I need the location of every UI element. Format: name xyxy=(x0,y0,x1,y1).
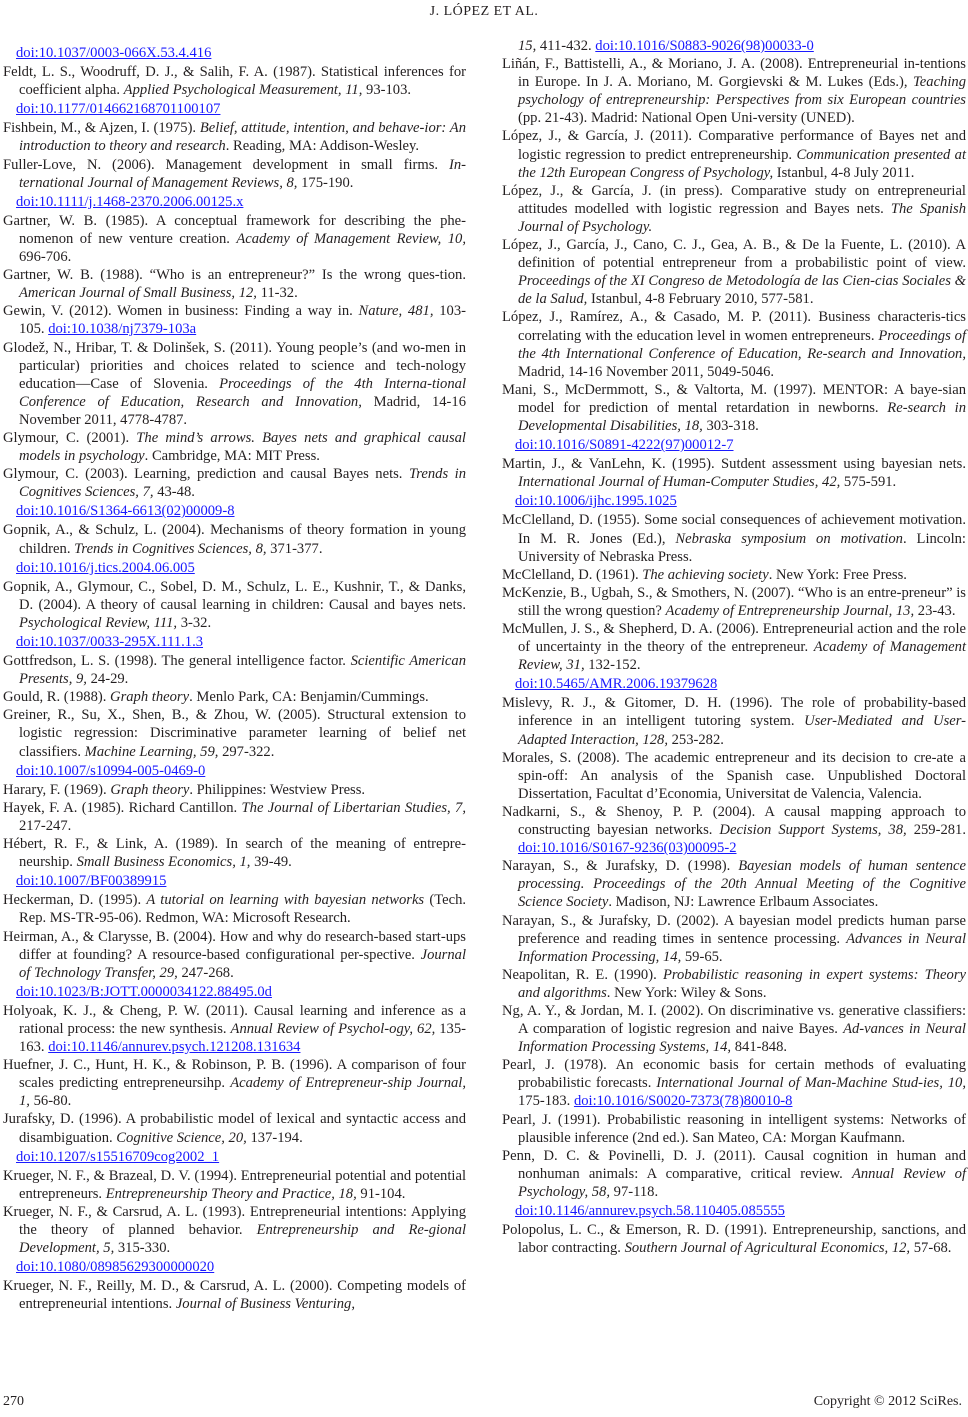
doi-link[interactable]: doi:10.1016/S0020-7373(78)80010-8 xyxy=(573,1093,793,1110)
reference-pages: 297-322. xyxy=(218,743,275,760)
reference-source: 15, xyxy=(518,38,537,54)
reference-entry xyxy=(3,1167,466,1203)
reference-source: Academy of Entrepreneurship Journal, 13, xyxy=(665,602,915,619)
reference-entry xyxy=(502,37,966,55)
reference-pages: 97-118. xyxy=(610,1183,659,1200)
reference-source: International Journal of Human-Computer Studies, 42, xyxy=(518,474,841,491)
doi-link[interactable]: doi:10.1177/014662168701100107 xyxy=(16,101,221,118)
reference-pages: (Tech. Rep. MS-TR-95-06). Redmon, WA: Microsoft Research. xyxy=(19,892,467,927)
reference-pages: 411-432. xyxy=(536,38,596,54)
reference-pages: 39-49. xyxy=(250,854,292,871)
reference-pages: (pp. 21-43). Madrid: National Open Uni-versity (UNED). xyxy=(518,110,855,127)
reference-text: Gartner, W. B. (1988). “Who is an entrepreneur?” Is the wrong ques-tion. xyxy=(3,267,466,284)
reference-source: Communication presented at the 12th European Congress of Psychology, xyxy=(518,146,966,181)
reference-source: Academy of Management Review, 10, xyxy=(236,230,466,247)
reference-text: Hébert, R. F., & Link, A. (1989). In search of the meaning of entrepre-neurship. xyxy=(3,836,466,871)
reference-text: Morales, S. (2008). The academic entrepreneur and its decision to cre-ate a spin-off: An analysis of the Spanish case. Unpublished Doctoral Dissertation, Facultat d’Economia, Universitat de Valencia, Valencia. xyxy=(502,749,966,802)
doi-link[interactable]: doi:10.1038/nj7379-103a xyxy=(48,321,197,338)
reference-pages: 247-268. xyxy=(177,964,234,981)
reference-source: A tutorial on learning with bayesian networks xyxy=(146,892,425,909)
reference-entry xyxy=(502,455,966,491)
reference-entry xyxy=(502,749,966,803)
reference-source: Graph theory xyxy=(110,781,190,798)
reference-source: The mind’s arrows. Bayes nets and graphical causal models in psychology xyxy=(19,429,466,465)
reference-pages: 3-32. xyxy=(177,614,212,631)
reference-pages: . Philippines: Westview Press. xyxy=(189,781,366,798)
doi-link[interactable]: doi:10.1023/B:JOTT.0000034122.88495.0d xyxy=(16,983,272,1000)
reference-text: Nadkarni, S., & Shenoy, P. P. (2004). A causal mapping approach to constructing bayesian networks. xyxy=(502,803,966,839)
reference-text: Feldt, L. S., Woodruff, D. J., & Salih, F. A. (1987). Statistical inferences for coefficient alpha. xyxy=(3,64,466,99)
reference-source: The Spanish Journal of Psychology. xyxy=(518,200,966,235)
reference-entry xyxy=(502,381,966,435)
reference-entry xyxy=(3,1056,466,1110)
doi-link[interactable]: doi:10.1016/S1364-6613(02)00009-8 xyxy=(16,503,235,520)
reference-pages: 93-103. xyxy=(362,82,412,99)
reference-source: Nature, 481, xyxy=(358,303,434,320)
reference-text: Heckerman, D. (1995). xyxy=(3,892,147,909)
reference-pages: 135-163. xyxy=(19,1020,466,1056)
reference-text: Gewin, V. (2012). Women in business: Finding a way in. xyxy=(3,303,359,320)
reference-text: McClelland, D. (1955). Some social consequences of achievement motivation. In M. R. Jones (Ed.), xyxy=(502,512,966,547)
reference-source: Proceedings of the 4th Interna-tional Conference of Education, Research and Innovation, xyxy=(19,375,466,410)
reference-entry xyxy=(3,706,466,760)
doi-link[interactable]: doi:10.1146/annurev.psych.121208.131634 xyxy=(48,1039,301,1056)
reference-pages: 841-848. xyxy=(731,1039,788,1056)
reference-entry xyxy=(502,584,966,620)
reference-text: Pearl, J. (1991). Probabilistic reasoning in intelligent systems: Networks of plausible inference (2nd ed.). San Mateo, CA: Morgan Kaufmann. xyxy=(502,1111,966,1146)
reference-text: Huefner, J. C., Hunt, H. K., & Robinson, P. B. (1996). A comparison of four scales predicting entrepreneursihp. xyxy=(3,1057,466,1092)
reference-text: Hayek, F. A. (1985). Richard Cantillon. xyxy=(3,799,242,816)
reference-source: Applied Psychological Measurement, 11, xyxy=(123,82,363,99)
reference-text: Pearl, J. (1978). An economic basis for certain methods of evaluating probabilistic forecasts. xyxy=(502,1057,966,1092)
reference-source: Annual Review of Psychol-ogy, 62, xyxy=(230,1020,436,1037)
reference-source: International Journal of Man-Machine Stud-ies, 10, xyxy=(656,1075,966,1092)
reference-pages: 175-183. xyxy=(518,1093,574,1110)
reference-pages: Madrid, 14-16 November 2011, 4778-4787. xyxy=(19,393,466,428)
running-header: J. LÓPEZ ET AL. xyxy=(429,4,539,19)
reference-source: Entrepreneurship and Re-gional Development, 5, xyxy=(19,1222,466,1257)
reference-pages: 217-247. xyxy=(19,817,72,834)
reference-text: López, J., & García, J. (2011). Comparative performance of Bayes net and logistic regression to predict entrepreneurship. xyxy=(502,128,966,163)
reference-pages: 103-105. xyxy=(19,303,466,338)
reference-text: McKenzie, B., Ugbah, S., & Smothers, N. (2007). “Who is an entre-preneur” is still the wrong question? xyxy=(502,584,966,619)
reference-entry xyxy=(502,236,966,308)
reference-pages: . New York: Wiley & Sons. xyxy=(606,984,767,1001)
reference-entry xyxy=(3,63,466,99)
reference-entry xyxy=(3,688,466,706)
reference-entry xyxy=(3,1277,466,1313)
reference-source: Re-search in Developmental Disabilities, 18, xyxy=(518,399,966,434)
reference-source: Bayesian models of human sentence processing. Proceedings of the 20th Annual Meeting of the Cognitive Science Society xyxy=(518,858,967,911)
reference-entry xyxy=(502,511,966,565)
reference-pages: 11-32. xyxy=(256,285,298,302)
reference-pages: 132-152. xyxy=(584,657,641,674)
reference-source: Journal of Business Venturing, xyxy=(175,1296,355,1313)
reference-pages: . Lincoln: University of Nebraska Press. xyxy=(518,530,966,565)
reference-source: Journal of Technology Transfer, 29, xyxy=(19,946,466,981)
reference-pages: 59-65. xyxy=(681,948,723,965)
reference-entry xyxy=(3,1203,466,1257)
reference-pages: 56-80. xyxy=(29,1093,72,1110)
reference-entry xyxy=(3,835,466,871)
reference-entry xyxy=(502,803,966,857)
copyright-notice: Copyright © 2012 SciRes. xyxy=(813,1394,962,1409)
reference-entry xyxy=(502,55,966,127)
reference-text: Harary, F. (1969). xyxy=(3,781,111,798)
reference-source: In-ternational Journal of Management Reviews, 8, xyxy=(19,156,466,191)
reference-entry xyxy=(502,127,966,181)
reference-text: McClelland, D. (1961). xyxy=(502,566,643,583)
reference-entry xyxy=(502,912,966,966)
doi-link[interactable]: doi:10.1006/ijhc.1995.1025 xyxy=(515,493,677,510)
reference-source: Scientific American Presents, 9, xyxy=(19,653,466,688)
reference-text: Glodež, N., Hribar, T. & Dolinšek, S. (2011). Young people’s (and wo-men in particular) priorities and choices related to science and tech-nology education—Case of Slovenia. xyxy=(3,339,466,392)
doi-link[interactable]: doi:10.1207/s15516709cog2002_1 xyxy=(16,1148,220,1165)
doi-link[interactable]: doi:10.1007/BF00389915 xyxy=(16,873,167,890)
reference-source: American Journal of Small Business, 12, xyxy=(19,285,257,302)
reference-source: Trends in Cognitives Sciences, 8, xyxy=(74,540,267,557)
reference-entry xyxy=(3,652,466,688)
reference-entry xyxy=(502,1056,966,1110)
reference-pages: 43-48. xyxy=(153,484,195,501)
reference-text: Jurafsky, D. (1996). A probabilistic model of lexical and syntactic access and disambiguation. xyxy=(3,1111,466,1146)
reference-entry xyxy=(3,119,466,155)
reference-text: Glymour, C. (2001). xyxy=(3,429,137,446)
doi-link[interactable]: doi:10.1037/0003-066X.53.4.416 xyxy=(16,45,212,61)
reference-text: Martin, J., & VanLehn, K. (1995). Sutdent assessment using bayesian nets. xyxy=(502,456,966,473)
reference-text: Narayan, S., & Jurafsky, D. (2002). A bayesian model predicts human parse preference and reading times in sentence processing. xyxy=(502,912,966,947)
doi-link[interactable]: doi:10.1016/j.tics.2004.06.005 xyxy=(16,559,195,576)
reference-pages: 303-318. xyxy=(702,417,759,434)
reference-entry xyxy=(502,966,966,1002)
reference-entry xyxy=(3,465,466,501)
reference-pages: 696-706. xyxy=(19,249,72,266)
doi-link[interactable]: doi:10.5465/AMR.2006.19379628 xyxy=(515,676,718,693)
reference-text: Gopnik, A., Glymour, C., Sobel, D. M., Schulz, L. E., Kushnir, T., & Danks, D. (2004). A theory of causal learning in children: Causal and bayes nets. xyxy=(3,578,466,613)
doi-link[interactable]: doi:10.1016/S0167-9236(03)00095-2 xyxy=(518,840,737,857)
reference-source: Graph theory xyxy=(110,689,190,706)
reference-entry xyxy=(3,799,466,835)
reference-text: López, J., & García, J. (in press). Comparative study on entrepreneurial attitudes modelled with logistic regression and Bayes nets. xyxy=(502,182,966,217)
reference-source: Annual Review of Psychology, 58, xyxy=(518,1165,966,1200)
reference-text: Liñán, F., Battistelli, A., & Moriano, J. A. (2008). Entrepreneurial in-tentions in Europe. In J. A. Moriano, M. Gorgievski & M. Lukes (Eds.), xyxy=(502,56,966,91)
reference-text: López, J., Ramírez, A., & Casado, M. P. (2011). Business characteris-tics correlating with the education level in women entrepreneurs. xyxy=(502,309,966,344)
references-left-column xyxy=(3,43,466,1313)
reference-pages: . Madison, NJ: Lawrence Erlbaum Associates. xyxy=(608,894,879,911)
reference-text: Mani, S., McDermmott, S., & Valtorta, M. (1997). MENTOR: A baye-sian model for prediction of mental retardation in newborns. xyxy=(502,381,966,416)
reference-pages: 137-194. xyxy=(246,1129,303,1146)
reference-source: Academy of Management Review, 31, xyxy=(518,639,966,674)
reference-source: Small Business Economics, 1, xyxy=(76,854,251,871)
doi-link[interactable]: doi:10.1146/annurev.psych.58.110405.085555 xyxy=(515,1203,785,1219)
reference-source: Machine Learning, 59, xyxy=(84,743,219,760)
reference-source: Academy of Entrepreneur-ship Journal, 1, xyxy=(19,1075,466,1110)
reference-source: Nebraska symposium on motivation xyxy=(675,530,903,547)
reference-entry xyxy=(502,1002,966,1056)
reference-pages: 315-330. xyxy=(114,1240,171,1257)
reference-text: Narayan, S., & Jurafsky, D. (1998). xyxy=(502,858,739,875)
reference-text: Gould, R. (1988). xyxy=(3,689,111,706)
reference-entry xyxy=(502,566,966,584)
reference-pages: 575-591. xyxy=(840,474,897,491)
reference-text: Heirman, A., & Clarysse, B. (2004). How and why do research-based start-ups differ at founding? A resource-based configurational per-spective. xyxy=(3,928,466,963)
reference-entry xyxy=(502,182,966,236)
reference-entry xyxy=(502,1221,966,1257)
reference-pages: 57-68. xyxy=(910,1240,952,1257)
doi-link[interactable]: doi:10.1111/j.1468-2370.2006.00125.x xyxy=(16,193,244,210)
reference-entry xyxy=(3,1110,466,1146)
reference-pages: . Cambridge, MA: MIT Press. xyxy=(144,448,320,465)
reference-entry xyxy=(3,891,466,927)
reference-entry xyxy=(502,857,966,911)
reference-source: Proceedings of the 4th International Conference of Education, Re-search and Innovation, xyxy=(518,327,966,362)
reference-entry xyxy=(3,781,466,799)
reference-entry xyxy=(3,212,466,266)
reference-pages: 175-190. xyxy=(297,174,354,191)
reference-pages: 23-43. xyxy=(914,602,956,619)
reference-source: Probabilistic reasoning in expert systems: Theory and algorithms xyxy=(518,966,966,1001)
reference-source: Psychological Review, 111, xyxy=(19,614,178,631)
reference-entry xyxy=(502,694,966,748)
reference-source: Ad-vances in Neural Information Processing Systems, 14, xyxy=(518,1021,966,1056)
reference-pages: 253-282. xyxy=(667,731,724,748)
reference-text: Gottfredson, L. S. (1998). The general intelligence factor. xyxy=(3,653,351,670)
reference-entry xyxy=(502,1111,966,1147)
reference-pages: . New York: Free Press. xyxy=(768,566,907,583)
reference-entry xyxy=(3,429,466,465)
reference-entry xyxy=(3,521,466,557)
reference-entry xyxy=(502,620,966,674)
reference-pages: . Reading, MA: Addison-Wesley. xyxy=(225,138,419,155)
reference-text: Gartner, W. B. (1985). A conceptual framework for describing the phe-nomenon of new venture creation. xyxy=(3,212,466,247)
reference-pages: . Menlo Park, CA: Benjamin/Cummings. xyxy=(189,689,429,706)
reference-entry xyxy=(3,1002,466,1056)
reference-source: Belief, attitude, intention, and behave-ior: An introduction to theory and research xyxy=(19,120,466,155)
reference-text: Krueger, N. F., & Carsrud, A. L. (1993). Entrepreneurial intentions: Applying the theory of planned behavior. xyxy=(3,1203,466,1238)
reference-text: Krueger, N. F., & Brazeal, D. V. (1994). Entrepreneurial potential and potential entrepreneurs. xyxy=(3,1167,466,1202)
reference-entry xyxy=(502,1147,966,1201)
reference-text: Penn, D. C. & Povinelli, D. J. (2011). Causal cognition in human and nonhuman animals: A comparative, critical review. xyxy=(502,1147,966,1182)
doi-link[interactable]: doi:10.1007/s10994-005-0469-0 xyxy=(16,762,206,779)
reference-entry xyxy=(3,339,466,429)
reference-text: López, J., García, J., Cano, C. J., Gea, A. B., & De la Fuente, L. (2010). A definition of potential entrepreneur from a probabilistic point of view. xyxy=(502,237,966,272)
reference-text: Krueger, N. F., Reilly, M. D., & Carsrud, A. L. (2000). Competing models of entrepreneurial intentions. xyxy=(3,1278,466,1313)
references-right-column xyxy=(502,37,966,1257)
reference-text: McMullen, J. S., & Shepherd, D. A. (2006). Entrepreneurial action and the role of uncertainty in the theory of the entrepreneur. xyxy=(502,621,966,656)
reference-text: Mislevy, R. J., & Gitomer, D. H. (1996). The role of probability-based inference in an intelligent tutoring system. xyxy=(502,695,966,730)
doi-link[interactable]: doi:10.1080/08985629300000020 xyxy=(16,1259,215,1276)
reference-text: Polopolus, L. C., & Emerson, R. D. (1991). Entrepreneurship, sanctions, and labor contracting. xyxy=(502,1222,966,1257)
reference-source: The achieving society xyxy=(642,566,769,583)
reference-text: Fishbein, M., & Ajzen, I. (1975). xyxy=(3,120,200,137)
reference-source: Southern Journal of Agricultural Economics, 12, xyxy=(624,1240,911,1257)
reference-source: Trends in Cognitives Sciences, 7, xyxy=(19,466,466,501)
reference-pages: 24-29. xyxy=(86,671,129,688)
page-number: 270 xyxy=(3,1394,24,1409)
reference-text: Holyoak, K. J., & Cheng, P. W. (2011). Causal learning and inference as a rational process: the new synthesis. xyxy=(3,1002,466,1037)
reference-text: Fuller-Love, N. (2006). Management development in small firms. xyxy=(3,156,449,173)
reference-source: User-Mediated and User-Adapted Interaction, 128, xyxy=(518,713,966,748)
reference-text: Ng, A. Y., & Jordan, M. I. (2002). On discriminative vs. generative classifiers: A comparation of logistic regresion and naive Bayes. xyxy=(502,1002,966,1038)
reference-entry xyxy=(3,578,466,632)
reference-entry xyxy=(3,302,466,338)
reference-pages: Istanbul, 4-8 July 2011. xyxy=(773,164,915,181)
reference-pages: Istanbul, 4-8 February 2010, 577-581. xyxy=(587,291,814,308)
reference-entry xyxy=(3,928,466,982)
reference-source: Entrepreneurship Theory and Practice, 18, xyxy=(105,1185,357,1202)
reference-entry xyxy=(3,156,466,192)
reference-entry xyxy=(3,266,466,302)
doi-link[interactable]: doi:10.1016/S0883-9026(98)00033-0 xyxy=(595,38,814,54)
reference-pages: 371-377. xyxy=(266,540,323,557)
reference-text: Greiner, R., Su, X., Shen, B., & Zhou, W. (2005). Structural extension to logistic regression: Discriminative parameter learning of belief net classifiers. xyxy=(3,707,466,760)
reference-source: Teaching psychology of entrepreneurship: Perspectives from six European countries xyxy=(518,74,966,109)
reference-source: Decision Support Systems, 38, xyxy=(719,822,907,839)
reference-entry xyxy=(502,308,966,380)
reference-source: The Journal of Libertarian Studies, 7, xyxy=(241,799,466,816)
reference-pages: 91-104. xyxy=(356,1185,406,1202)
reference-source: Proceedings of the XI Congreso de Metodología de las Cien-cias Sociales & de la Salud, xyxy=(518,273,966,308)
doi-link[interactable]: doi:10.1037/0033-295X.111.1.3 xyxy=(16,634,204,650)
reference-pages: 259-281. xyxy=(906,822,966,839)
reference-source: Advances in Neural Information Processing, 14, xyxy=(518,930,967,965)
reference-text: Gopnik, A., & Schulz, L. (2004). Mechanisms of theory formation in young children. xyxy=(3,522,466,557)
reference-source: Cognitive Science, 20, xyxy=(116,1129,247,1146)
reference-text: Neapolitan, R. E. (1990). xyxy=(502,966,663,983)
reference-pages: Madrid, 14-16 November 2011, 5049-5046. xyxy=(518,363,775,380)
reference-text: Glymour, C. (2003). Learning, prediction and causal Bayes nets. xyxy=(3,466,409,483)
doi-link[interactable]: doi:10.1016/S0891-4222(97)00012-7 xyxy=(515,437,734,454)
